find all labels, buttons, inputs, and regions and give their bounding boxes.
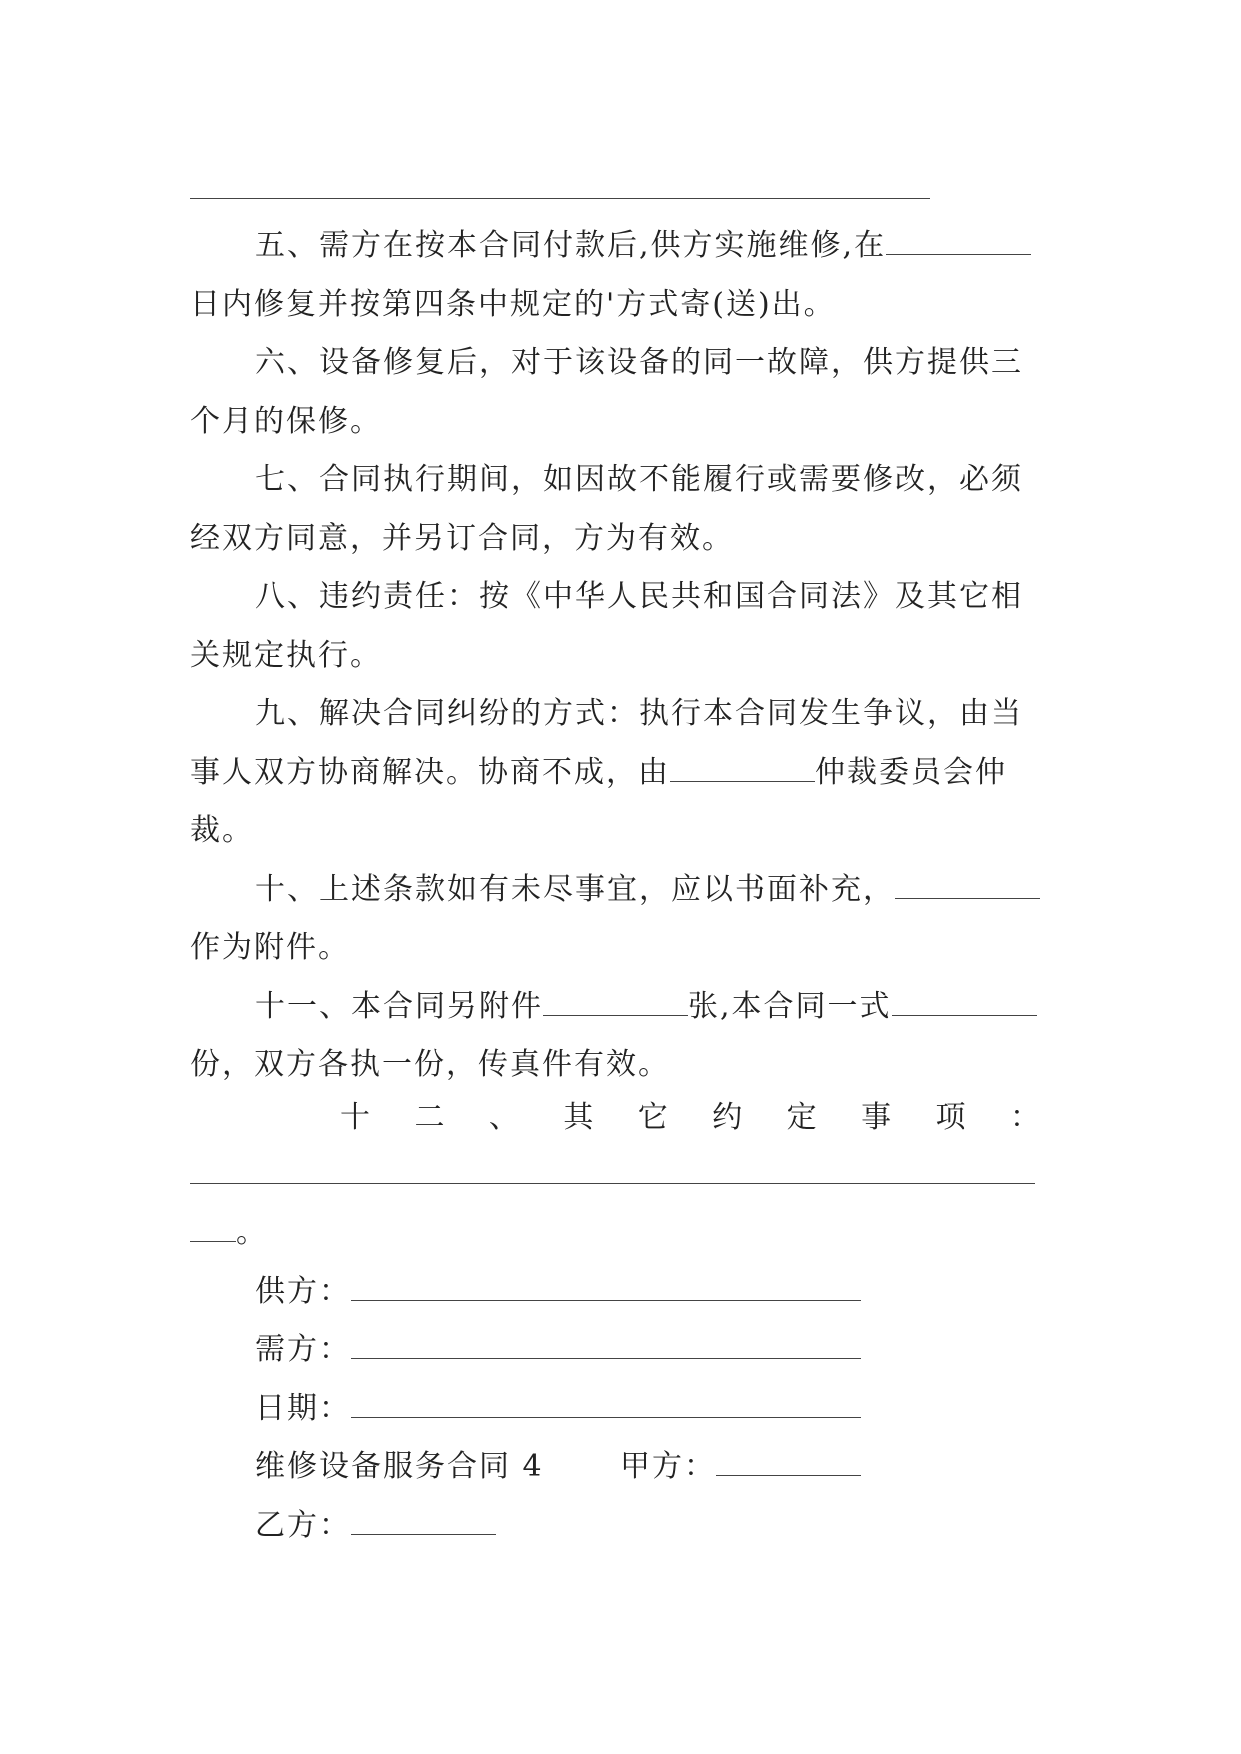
buyer-label: 需方： xyxy=(255,1332,351,1367)
blank-field[interactable] xyxy=(892,989,1037,1016)
clause-12-char: 十 xyxy=(340,1100,370,1135)
clause-12-char: 约 xyxy=(712,1100,743,1135)
clause-12-char: 项 xyxy=(935,1100,966,1135)
clause-12-char: 、 xyxy=(488,1100,519,1135)
clause-7-line-2: 经双方同意，并另订合同，方为有效。 xyxy=(190,521,734,556)
blank-field[interactable] xyxy=(190,1215,236,1242)
blank-line-clause-12[interactable] xyxy=(190,1183,1035,1184)
clause-10-text-1: 十、上述条款如有未尽事宜，应以书面补充， xyxy=(255,872,895,907)
clause-11-text-1b: 张,本合同一式 xyxy=(688,989,892,1024)
blank-field[interactable] xyxy=(670,755,815,782)
clause-12-char: 事 xyxy=(861,1100,892,1135)
clause-12-end xyxy=(190,1213,268,1253)
clause-12-end-mark: 。 xyxy=(236,1215,268,1250)
blank-field[interactable] xyxy=(543,989,688,1016)
clause-6-line-1: 六、设备修复后，对于该设备的同一故障，供方提供三 xyxy=(255,345,1023,380)
clause-9-text-2a: 事人双方协商解决。协商不成，由 xyxy=(190,755,670,790)
party-b-row xyxy=(255,1506,496,1546)
date-row xyxy=(255,1389,861,1429)
blank-field[interactable] xyxy=(895,872,1040,899)
clause-9-line-1: 九、解决合同纠纷的方式：执行本合同发生争议，由当 xyxy=(255,696,1023,731)
clause-11-line-2: 份，双方各执一份，传真件有效。 xyxy=(190,1047,670,1082)
clause-12-heading xyxy=(340,1098,1040,1138)
party-b-field[interactable] xyxy=(351,1508,496,1535)
clause-12-char: 定 xyxy=(786,1100,817,1135)
supplier-field[interactable] xyxy=(351,1274,861,1301)
supplier-label: 供方： xyxy=(255,1274,351,1309)
clause-9-text-2b: 仲裁委员会仲 xyxy=(815,755,1007,790)
clause-12-char: 二 xyxy=(414,1100,445,1135)
party-a-field[interactable] xyxy=(716,1449,861,1476)
clause-12-char: 其 xyxy=(563,1100,594,1135)
supplier-row xyxy=(255,1272,861,1312)
clause-5-line-2: 日内修复并按第四条中规定的'方式寄(送)出。 xyxy=(190,287,836,322)
clause-10-line-2: 作为附件。 xyxy=(190,930,350,965)
clause-7-line-1: 七、合同执行期间，如因故不能履行或需要修改，必须 xyxy=(255,462,1023,497)
clause-12-char: ： xyxy=(1009,1100,1040,1135)
blank-field[interactable] xyxy=(886,228,1031,255)
clause-11-line-1 xyxy=(255,987,1037,1027)
clause-6-line-2: 个月的保修。 xyxy=(190,404,382,439)
clause-10-line-1 xyxy=(255,870,1040,910)
date-field[interactable] xyxy=(351,1391,861,1418)
party-a-row xyxy=(620,1447,861,1487)
blank-line-top xyxy=(190,198,930,199)
clause-8-line-2: 关规定执行。 xyxy=(190,638,382,673)
clause-11-text-1a: 十一、本合同另附件 xyxy=(255,989,543,1024)
clause-9-line-2 xyxy=(190,753,1007,793)
clause-12-char: 它 xyxy=(637,1100,668,1135)
date-label: 日期： xyxy=(255,1391,351,1426)
clause-9-line-3: 裁。 xyxy=(190,813,254,848)
party-b-label: 乙方： xyxy=(255,1508,351,1543)
party-a-label: 甲方： xyxy=(620,1449,716,1484)
clause-8-line-1: 八、违约责任：按《中华人民共和国合同法》及其它相 xyxy=(255,579,1023,614)
buyer-field[interactable] xyxy=(351,1332,861,1359)
clause-5-line-1 xyxy=(255,226,1031,266)
clause-5-text-1: 五、需方在按本合同付款后,供方实施维修,在 xyxy=(255,228,887,263)
next-contract-title: 维修设备服务合同 4 xyxy=(255,1449,544,1484)
buyer-row xyxy=(255,1330,861,1370)
